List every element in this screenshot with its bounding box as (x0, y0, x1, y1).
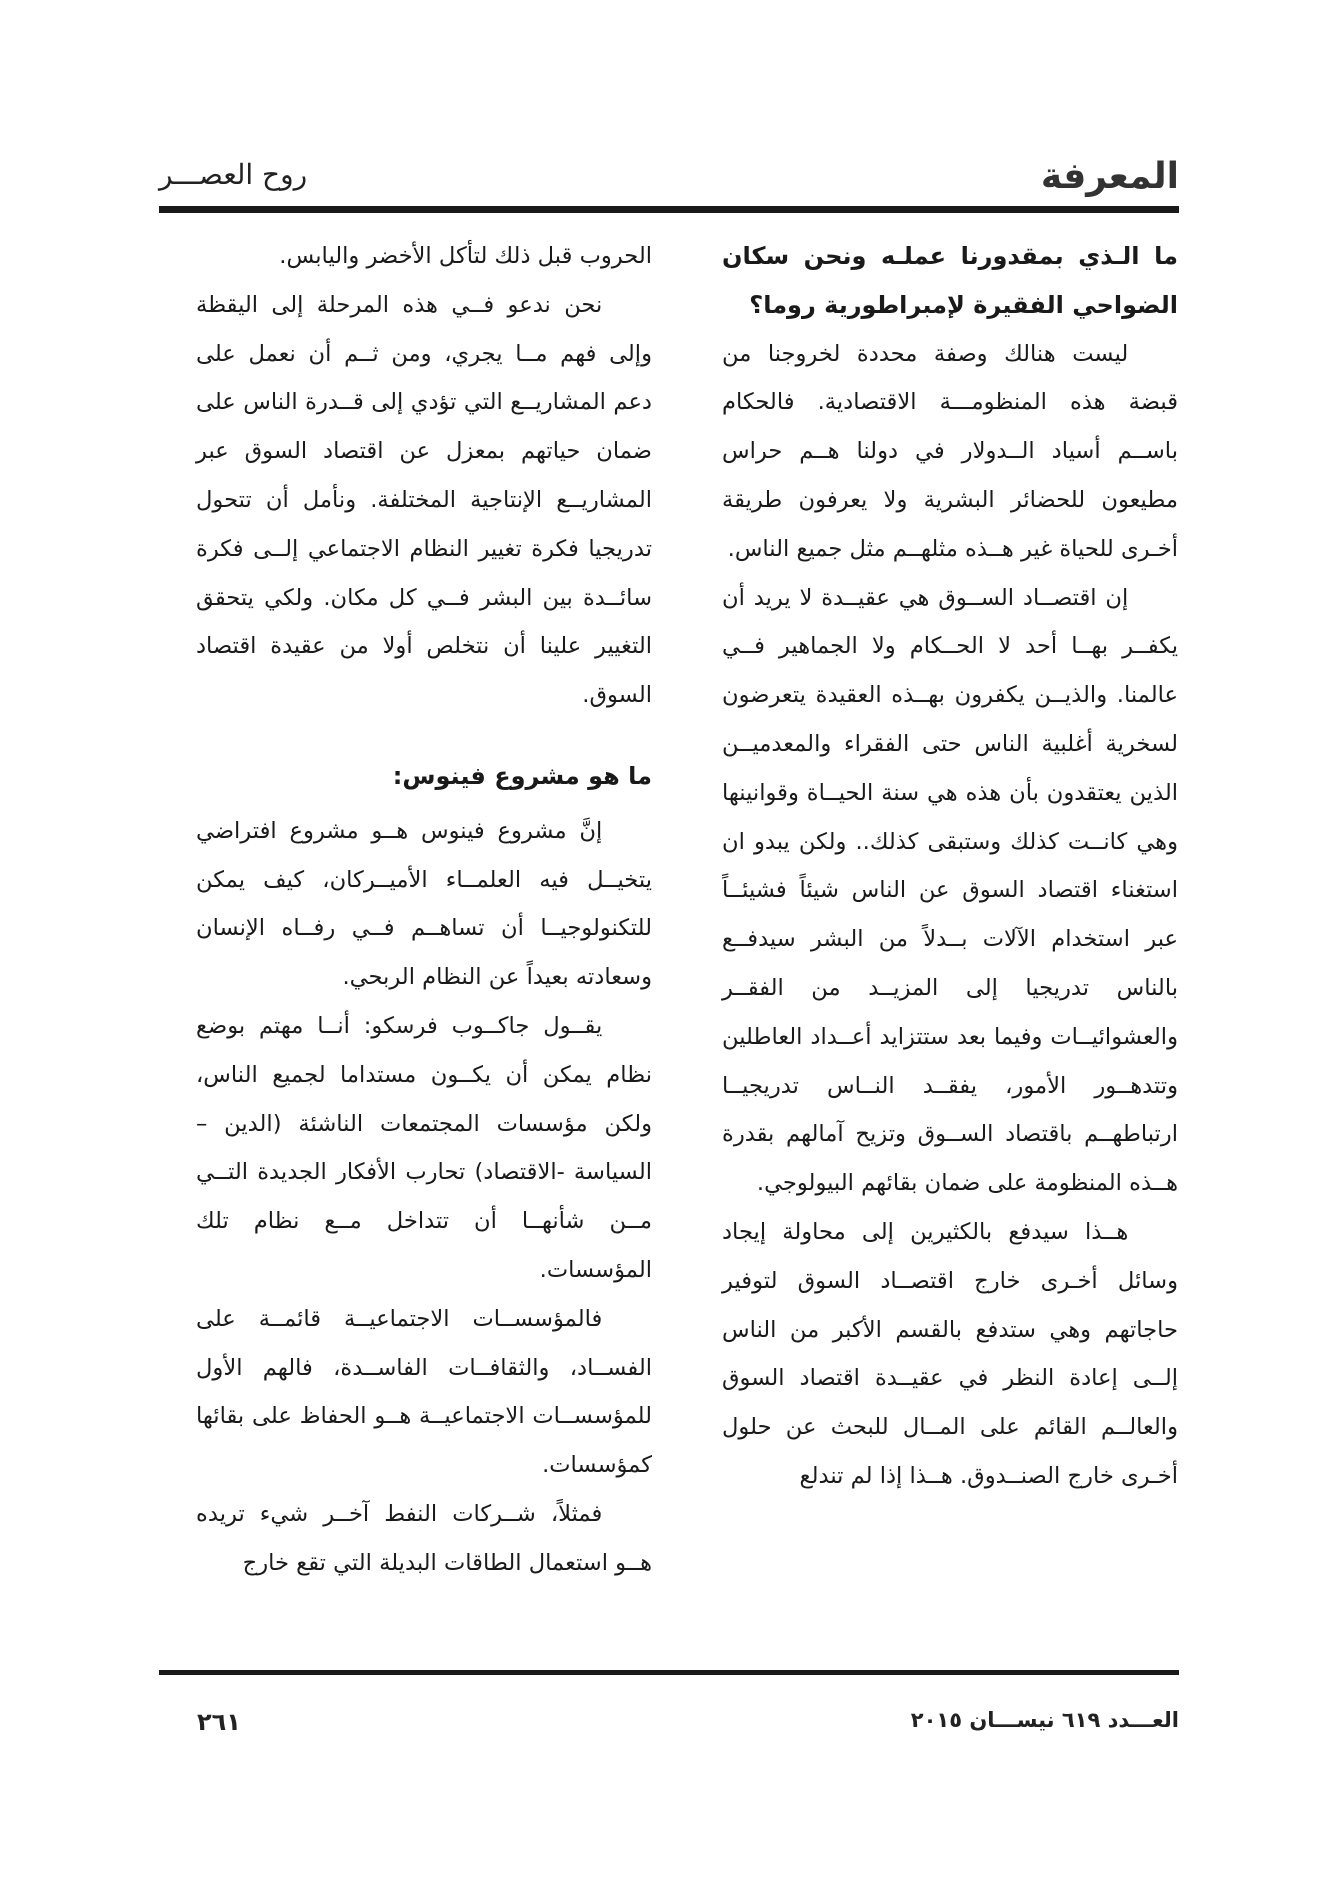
paragraph: إنَّ مشروع فينوس هــو مشروع افتراضي يتخيــل فيه العلمــاء الأميــركان، كيف يمكن للتكنولوجيــا أن تساهــم فــي رفــاه الإنسان وسعادته بعيداً عن النظام الربحي. (196, 817, 652, 991)
issue-info: العـــدد ٦١٩ نيســـان ٢٠١٥ (910, 1708, 1179, 1732)
paragraph: فمثلاً، شــركات النفط آخــر شيء تريده هــو استعمال الطاقات البديلة التي تقع خارج (196, 1500, 652, 1576)
left-column (196, 232, 652, 1588)
page-number: ٢٦١ (197, 1708, 241, 1736)
paragraph: يقــول جاكــوب فرسكو: أنــا مهتم بوضع نظام يمكن أن يكــون مستداما لجميع الناس، ولكن مؤسسات المجتمعات الناشئة (الدين – السياسة -الاقتصاد) تحارب الأفكار الجديدة التــي مــن شأنهــا أن تتداخل مــع نظام تلك المؤسسات. (196, 1012, 652, 1283)
section-name: روح العصـــر (159, 158, 308, 191)
paragraph: إن اقتصــاد الســوق هي عقيــدة لا يريد أن يكفــر بهــا أحد لا الحــكام ولا الجماهير فــي عالمنا. والذيــن يكفرون بهــذه العقيدة يتعرضون لسخرية أغلبية الناس حتى الفقراء والمعدميــن الذين يعتقدون بأن هذه هي سنة الحيــاة وقوانينها وهي كانــت كذلك وستبقى كذلك.. ولكن يبدو ان استغناء اقتصاد السوق عن الناس شيئاً فشيئــاً عبر استخدام الآلات بــدلاً من البشر سيدفــع بالناس تدريجيا إلى المزيــد من الفقــر والعشوائيــات وفيما بعد ستتزايد أعــداد العاطلين وتتدهــور الأمور، يفقــد النــاس تدريجيــا ارتباطهــم باقتصاد الســوق وتزيح آمالهم بقدرة هــذه المنظومة على ضمان بقائهم البيولوجي. (722, 584, 1178, 1197)
section-heading-2: ما هو مشروع فينوس: (392, 761, 652, 790)
right-column (722, 232, 1178, 1501)
section-heading-1: ما الـذي بمقدورنا عملـه ونحن سكان الضواحي الفقيرة لإمبراطورية روما؟ (722, 242, 1178, 319)
paragraph: هــذا سيدفع بالكثيرين إلى محاولة إيجاد وسائل أخـرى خارج اقتصــاد السوق لتوفير حاجاتهم وهي ستدفع بالقسم الأكبر من الناس إلــى إعادة النظر في عقيــدة اقتصاد السوق والعالــم القائم على المــال للبحث عن حلول أخـرى خارج الصنــدوق. هــذا إذا لم تندلع (722, 1218, 1178, 1489)
masthead (159, 150, 1179, 213)
paragraph: نحن ندعو فــي هذه المرحلة إلى اليقظة وإلى فهم مــا يجري، ومن ثــم أن نعمل على دعم المشاريــع التي تؤدي إلى قــدرة الناس على ضمان حياتهم بمعزل عن اقتصاد السوق عبر المشاريــع الإنتاجية المختلفة. ونأمل أن تتحول تدريجيا فكرة تغيير النظام الاجتماعي إلــى فكرة سائــدة بين البشر فــي كل مكان. ولكي يتحقق التغيير علينا أن نتخلص أولا من عقيدة اقتصاد السوق. (196, 291, 652, 709)
magazine-logo: المعرفة (1040, 156, 1179, 197)
paragraph-continuation: الحروب قبل ذلك لتأكل الأخضر واليابس. (279, 243, 652, 269)
footer-divider (159, 1670, 1179, 1675)
paragraph: فالمؤسســات الاجتماعيــة قائمــة على الفســاد، والثقافــات الفاســدة، فالهم الأول للمؤسســات الاجتماعيــة هــو الحفاظ على بقائها كمؤسسات. (196, 1305, 652, 1479)
paragraph: ليست هنالك وصفة محددة لخروجنا من قبضة هذه المنظومـــة الاقتصادية. فالحكام باســم أسياد الــدولار في دولنا هــم حراس مطيعون للحضائر البشرية ولا يعرفون طريقة أخـرى للحياة غير هــذه مثلهــم مثل جميع الناس. (722, 340, 1178, 562)
